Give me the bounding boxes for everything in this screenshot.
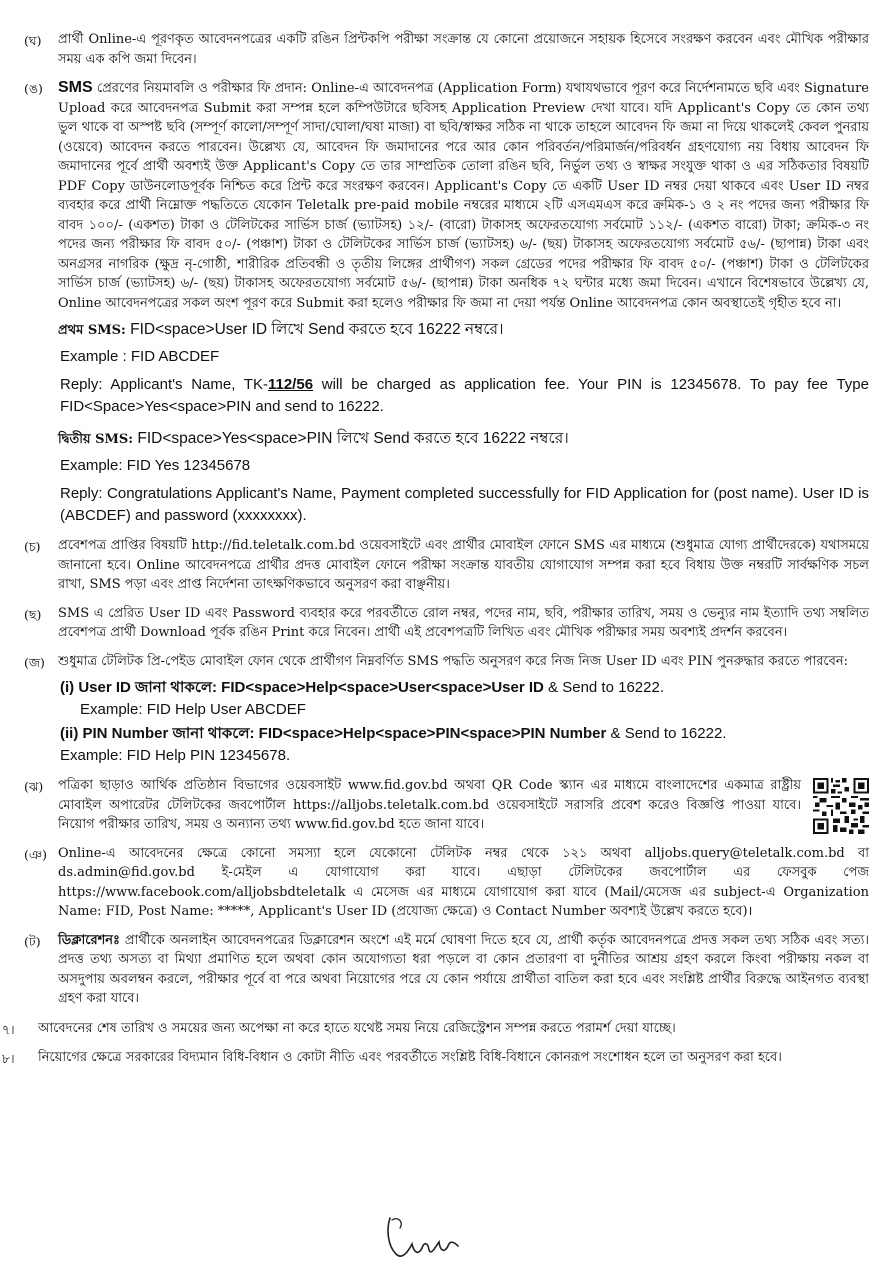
item-text: নিয়োগের ক্ষেত্রে সরকারের বিদ্যমান বিধি-বিধান ও কোটা নীতি এবং পরবর্তীতে সংশ্লিষ্ট বিধি-বিধানে কোনরূপ সংশোধন হলে তা অনুসরণ করা হবে। [38,1049,782,1065]
item-cha [24,536,869,595]
user-id-recovery-example: Example: FID Help User ABCDEF [80,701,306,718]
pin-recovery-send: & Send to 16222. [606,725,727,742]
user-id-recovery-label: (i) User ID জানা থাকলে: FID<space>Help<space>User<space>User ID [60,679,544,696]
item-ja [24,652,869,768]
pin-recovery-label: (ii) PIN Number জানা থাকলে: FID<space>Help<space>PIN<space>PIN Number [60,725,607,742]
item-nya [24,844,869,922]
sms-heading: SMS [58,79,93,96]
reply-2: Reply: Congratulations Applicant's Name, Payment completed successfully for FID Application for (post name). User ID is (ABCDEF) and password (xxxxxxxx). [60,485,869,524]
item-text: প্রার্থী Online-এ পূরণকৃত আবেদনপত্রের একটি রঙিন প্রিন্টকপি পরীক্ষা সংক্রান্ত যে কোনো প্রয়োজনে সহায়ক হিসেবে সংরক্ষণ করবেন এবং মৌখিক পরীক্ষার সময় এক কপি জমা দিবেন। [58,32,869,67]
second-sms-text: FID<space>Yes<space>PIN লিখে Send করতে হবে 16222 নম্বরে। [133,430,569,447]
item-text: শুধুমাত্র টেলিটক প্রি-পেইড মোবাইল ফোন থেকে প্রার্থীগণ নিম্নবর্ণিত SMS পদ্ধতি অনুসরণ করে নিজ নিজ User ID এবং PIN পুনরুদ্ধার করতে পারবেন: [58,653,849,669]
pin-recovery-example: Example: FID Help PIN 12345678. [60,747,291,764]
first-sms-line [58,319,869,342]
user-id-recovery [60,677,869,699]
second-sms-label: দ্বিতীয় SMS: [58,432,134,447]
first-sms-label: প্রথম SMS: [58,323,126,338]
item-gha [24,30,869,69]
item-text [58,931,869,1009]
example-2: Example: FID Yes 12345678 [60,457,251,474]
item-text: Online-এ আবেদনের ক্ষেত্রে কোনো সমস্যা হলে যেকোনো টেলিটক নম্বর থেকে ১২১ অথবা alljobs.query@teletalk.com.bd বা ds.admin@fid.gov.bd ই-মেইল এ যোগাযোগ করা যাবে। এছাড়া টেলিটকের জবপোর্টাল এর ফেসবুক পেজ https://www.facebook.com/alljobsbdteletalk এ মেসেজ এর মাধ্যমে যোগাযোগ করা যাবে (Mail/মেসেজ এর subject-এ Organization Name: FID, Post Name: *****, Applicant's User ID (প্রযোজ্য ক্ষেত্রে) ও Contact Number অবশ্যই উল্লেখ করতে হবে)। [58,845,869,919]
pin-recovery [60,723,869,745]
reply-1-post: will be charged as application fee. Your PIN is 12345678. To pay fee Type FID<Space>Yes<space>PIN and send to 16222. [60,376,869,415]
user-id-recovery-send: & Send to 16222. [543,679,664,696]
item-marker: ৭। [2,1021,15,1037]
item-eight [2,1048,869,1068]
reply-1 [60,374,869,418]
item-marker: (ট) [24,933,41,949]
reply-1-pre: Reply: Applicant's Name, TK- [60,376,268,393]
item-ta [24,931,869,1009]
item-marker: (জ) [24,654,45,670]
item-marker: (চ) [24,539,41,554]
item-marker: ৮। [2,1050,15,1066]
item-chha [24,604,869,643]
sms-heading-text: প্রেরণের নিয়মাবলি ও পরীক্ষার ফি প্রদান: [92,81,312,96]
sms-rules-paragraph [58,78,869,313]
declaration-label: ডিক্লারেশনঃ [58,932,120,948]
item-uma [24,78,869,527]
item-seven [2,1019,869,1039]
sms-rules-text: Online-এ আবেদনপত্র (Application Form) যথাযথভাবে পূরণ করে নির্দেশনামতে ছবি এবং Signature Upload করে আবেদনপত্র Submit করা সম্পন্ন হলে কম্পিউটারে ছবিসহ Application Preview দেখা যাবে। যদি Applicant's Copy তে কোন তথ্য ভুল থাকে বা অস্পষ্ট ছবি (সম্পূর্ণ কালো/সম্পূর্ণ সাদা/ঘোলা/ঘষা মাজা) বা ছবি/স্বাক্ষর সঠিক না থাকে তাহলে আবেদন ফি জমা না দিয়ে থাকলেই কেবল পুনরায় (ওয়েবে) আবেদন করতে পারবেন। উল্লেখ্য যে, আবেদন ফি জমাদানের পরে আর কোন পরিবর্তন/পরিমার্জন/পরিবর্ধন গ্রহণযোগ্য নয় বিধায় আবেদন ফি জমাদানের পূর্বে প্রার্থী অবশ্যই উক্ত Applicant's Copy তে তার সাম্প্রতিক তোলা রঙিন ছবি, নির্ভুল তথ্য ও স্বাক্ষর সংযুক্ত থাকা ও এর সঠিকতার বিষয়টি PDF Copy ডাউনলোডপূর্বক নিশ্চিত করে প্রিন্ট করে সংরক্ষণ করবেন। Applicant's Copy তে একটি User ID নম্বর দেয়া থাকবে এবং User ID নম্বর ব্যবহার করে প্রার্থী নিম্নোক্ত পদ্ধতিতে যেকোন Teletalk pre-paid mobile নম্বরের মাধ্যমে ২টি এসএমএস করে ক্রমিক-১ ও ২ নং পদের জন্য পরীক্ষার ফি বাবদ ১০০/- (একশত) টাকা ও টেলিটকের সার্ভিস চার্জ (ভ্যাটসহ) ১২/- (বারো) টাকাসহ অফেরতযোগ্য সর্বমোট ১১২/- (একশত বারো) টাকা; ক্রমিক-৩ নং পদের জন্য পরীক্ষার ফি বাবদ ৫০/- (পঞ্চাশ) টাকা ও টেলিটকের সার্ভিস চার্জ (ভ্যাটসহ) ৬/- (ছয়) টাকাসহ অফেরতযোগ্য সর্বমোট ৫৬/- (ছাপান্ন) টাকা এবং অনগ্রসর নাগরিক (ক্ষুদ্র নৃ-গোষ্ঠী, শারীরিক প্রতিবন্ধী ও তৃতীয় লিঙ্গের প্রার্থীগণ) সকল গ্রেডের পদের পরীক্ষার ফি বাবদ ৫০/- (পঞ্চাশ) টাকা ও টেলিটকের সার্ভিস চার্জ (ভ্যাটসহ) ৬/- (ছয়) টাকাসহ অফেরতযোগ্য সর্বমোট ৫৬/- (ছাপান্ন) টাকা অনধিক ৭২ ঘন্টার মধ্যে জমা দিবেন। এখানে বিশেষভাবে উল্লেখ্য যে, Online আবেদনপত্রের সকল অংশ পূরণ করে Submit করা হলেও পরীক্ষার ফি জমা না দেয়া পর্যন্ত Online আবেদনপত্র কোন অবস্থাতেই গৃহীত হবে না। [58,81,869,311]
qr-code-icon[interactable] [813,778,869,834]
item-marker: (ঙ) [24,81,43,96]
item-marker: (ছ) [24,606,42,622]
example-1: Example : FID ABCDEF [60,348,220,365]
item-jha [24,776,869,835]
signature [382,1212,474,1262]
item-marker: (ঞ) [24,846,47,862]
first-sms-text: FID<space>User ID লিখে Send করতে হবে 16222 নম্বরে। [125,321,504,338]
reply-1-amount: 112/56 [267,376,314,393]
item-text: SMS এ প্রেরিত User ID এবং Password ব্যবহার করে পরবর্তীতে রোল নম্বর, পদের নাম, ছবি, পরীক্ষার তারিখ, সময় ও ভেন্যুর নাম ইত্যাদি তথ্য সম্বলিত প্রবেশপত্র প্রার্থী Download পূর্বক রঙিন Print করে নিবেন। প্রার্থী এই প্রবেশপত্রটি লিখিত এবং মৌখিক পরীক্ষার সময় অবশ্যই প্রদর্শন করবেন। [58,605,869,640]
declaration-text: প্রার্থীকে অনলাইন আবেদনপত্রের ডিক্লারেশন অংশে এই মর্মে ঘোষণা দিতে হবে যে, প্রার্থী কর্তৃক আবেদনপত্রে প্রদত্ত সকল তথ্য সঠিক এবং সত্য। প্রদত্ত তথ্য অসত্য বা মিথ্যা প্রমাণিত হলে অথবা কোন অযোগ্যতা ধরা পড়লে বা কোন প্রতারণা বা দুর্নীতির আশ্রয় গ্রহণ করলে কিংবা পরীক্ষায় নকল বা অসদুপায় অবলম্বন করলে, পরীক্ষার পূর্বে বা পরে অথবা নিয়োগের পরে যে কোন পর্যায়ে প্রার্থীতা বাতিল করা হবে এবং সংশ্লিষ্ট প্রার্থীর বিরুদ্ধে আইনগত ব্যবস্থা গ্রহণ করা যাবে। [58,932,869,1006]
item-marker: (ঘ) [24,33,42,48]
item-text: প্রবেশপত্র প্রাপ্তির বিষয়টি http://fid.teletalk.com.bd ওয়েবসাইটে এবং প্রার্থীর মোবাইল ফোনে SMS এর মাধ্যমে (শুধুমাত্র যোগ্য প্রার্থীদেরকে) যথাসময়ে জানানো হবে। Online আবেদনপত্রে প্রার্থীর প্রদত্ত মোবাইল ফোনে পরীক্ষা সংক্রান্ত যাবতীয় যোগাযোগ সম্পন্ন করা হবে বিধায় উক্ত নম্বরটি সার্বক্ষণিক সচল রাখা, SMS পড়া এবং প্রাপ্ত নির্দেশনা তাৎক্ষণিকভাবে অনুসরণ করা বাঞ্ছনীয়। [58,538,869,592]
second-sms-line [58,428,869,451]
item-text: পত্রিকা ছাড়াও আর্থিক প্রতিষ্ঠান বিভাগের ওয়েবসাইট www.fid.gov.bd অথবা QR Code স্ক্যান এর মাধ্যমে বাংলাদেশের একমাত্র রাষ্ট্রীয় মোবাইল অপারেটর টেলিটকের জবপোর্টাল https://alljobs.teletalk.com.bd ওয়েবসাইটে সরাসরি প্রবেশ করেও বিজ্ঞপ্তি পাওয়া যাবে। নিয়োগ পরীক্ষার তারিখ, সময় ও অন্যান্য তথ্য www.fid.gov.bd হতে জানা যাবে। [58,778,801,832]
item-text: আবেদনের শেষ তারিখ ও সময়ের জন্য অপেক্ষা না করে হাতে যথেষ্ট সময় নিয়ে রেজিস্ট্রেশন সম্পন্ন করতে পরামর্শ দেয়া যাচ্ছে। [38,1020,676,1036]
item-marker: (ঝ) [24,779,44,794]
